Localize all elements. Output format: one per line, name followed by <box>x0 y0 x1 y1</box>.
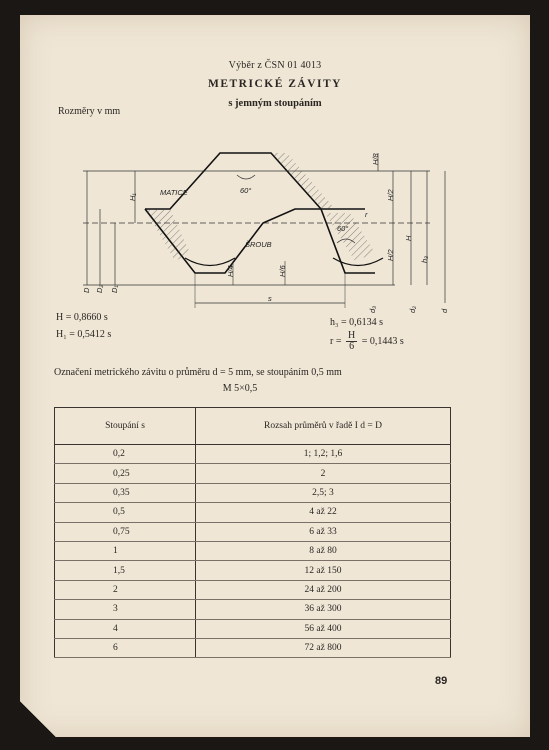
pitch-diameter-nut-label: D₂ <box>95 284 104 293</box>
radius-label: r <box>365 210 368 219</box>
h3-label: h₃ <box>420 255 429 263</box>
nut-hatch-mid <box>271 153 335 209</box>
angle-label-right: 60° <box>337 224 349 233</box>
table-row <box>55 600 451 619</box>
pitch-cell: 0,75 <box>55 522 196 541</box>
nut-hatch-right <box>325 213 375 261</box>
range-cell: 56 až 400 <box>196 619 451 638</box>
nut-hatch-left <box>145 209 190 261</box>
major-diameter-bolt-label: d <box>440 308 449 313</box>
range-cell: 12 až 150 <box>196 561 451 580</box>
nut-profile-line <box>145 153 365 209</box>
pitch-range-table <box>54 407 451 658</box>
pitch-cell: 6 <box>55 638 196 657</box>
pitch-cell: 4 <box>55 619 196 638</box>
table-row <box>55 464 451 483</box>
pitch-cell: 3 <box>55 600 196 619</box>
h4-label: H/4 <box>226 265 235 277</box>
h-label: H <box>404 235 413 241</box>
range-cell: 2 <box>196 464 451 483</box>
page-subtitle: s jemným stoupáním <box>228 98 322 109</box>
pitch-diameter-bolt-label: d₂ <box>408 305 417 313</box>
pitch-cell: 2 <box>55 580 196 599</box>
standard-reference: Výběr z ČSN 01 4013 <box>228 60 322 71</box>
table-row <box>55 561 451 580</box>
table-header-row <box>55 408 451 445</box>
range-cell: 2,5; 3 <box>196 483 451 502</box>
formula-h3: h₃ = 0,6134 s <box>330 317 384 328</box>
pitch-cell: 0,35 <box>55 483 196 502</box>
thread-profile-diagram <box>75 143 475 318</box>
formula-r-numerator: H <box>347 330 356 341</box>
formula-r-prefix: r = <box>330 335 342 347</box>
h1-label: H₁ <box>128 193 137 201</box>
table-row <box>55 522 451 541</box>
root-radius-left <box>185 258 235 266</box>
table-row <box>55 638 451 657</box>
range-cell: 4 až 22 <box>196 503 451 522</box>
designation-text: Označení metrického závitu o průměru d = 5 mm, se stoupáním 0,5 mm <box>54 367 342 378</box>
page-title: METRICKÉ ZÁVITY <box>207 78 342 90</box>
minor-diameter-bolt-label: d₃ <box>368 305 377 313</box>
table-row <box>55 580 451 599</box>
formula-r-suffix: = 0,1443 s <box>361 335 404 347</box>
range-cell: 8 až 80 <box>196 541 451 560</box>
pitch-cell: 0,5 <box>55 503 196 522</box>
pitch-cell: 0,2 <box>55 445 196 464</box>
range-cell: 6 až 33 <box>196 522 451 541</box>
designation-example: M 5×0,5 <box>222 383 258 394</box>
h6-label: H/6 <box>278 265 287 277</box>
range-cell: 72 až 800 <box>196 638 451 657</box>
bolt-label: ŠROUB <box>245 240 272 249</box>
column-header-pitch: Stoupání s <box>55 408 196 445</box>
pitch-cell: 1 <box>55 541 196 560</box>
angle-label-top: 60° <box>240 186 252 195</box>
range-cell: 24 až 200 <box>196 580 451 599</box>
page-number: 89 <box>435 675 448 687</box>
column-header-diameter-range: Rozsah průměrů v řadě I d = D <box>196 408 451 445</box>
formula-h: H = 0,8660 s <box>56 312 108 323</box>
formula-r <box>330 331 404 352</box>
h2-bottom-label: H/2 <box>386 249 395 261</box>
h8-label: H/8 <box>371 153 380 165</box>
table-row <box>55 483 451 502</box>
formula-r-fraction <box>346 331 357 352</box>
table-row <box>55 541 451 560</box>
table-row <box>55 503 451 522</box>
nut-label: MATICE <box>160 188 188 197</box>
formula-h1: H₁ = 0,5412 s <box>56 329 112 340</box>
range-cell: 1; 1,2; 1,6 <box>196 445 451 464</box>
document-page <box>20 15 530 737</box>
pitch-cell: 1,5 <box>55 561 196 580</box>
minor-diameter-nut-label: D₁ <box>110 285 119 293</box>
range-cell: 36 až 300 <box>196 600 451 619</box>
h2-top-label: H/2 <box>386 189 395 201</box>
table-row <box>55 445 451 464</box>
pitch-label: s <box>268 294 272 303</box>
table-row <box>55 619 451 638</box>
formula-r-denominator: 6 <box>349 341 355 352</box>
pitch-cell: 0,25 <box>55 464 196 483</box>
major-diameter-nut-label: D <box>82 287 91 293</box>
units-note: Rozměry v mm <box>58 106 121 117</box>
